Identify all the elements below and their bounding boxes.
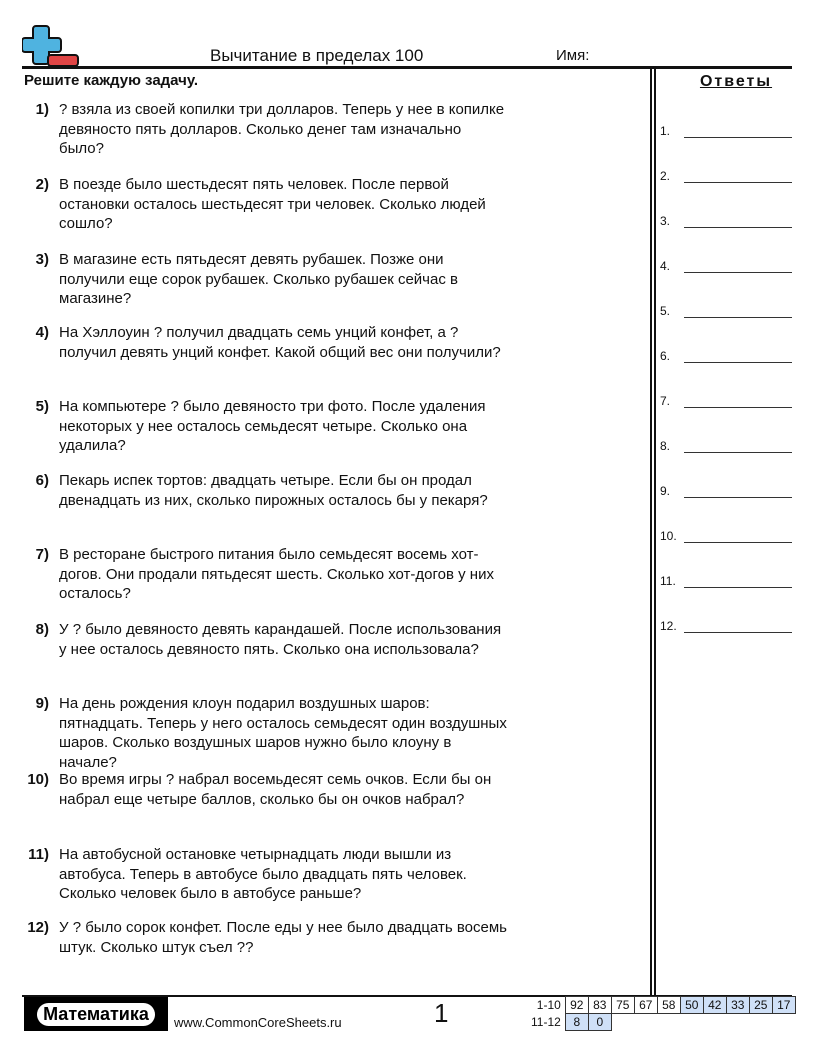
problem-text: В магазине есть пятьдесят девять рубашек. Позже они получили еще сорок рубашек. Сколько рубашек сейчас в магазине?: [59, 251, 458, 307]
problem-number: 2): [35, 176, 49, 193]
answer-field-9[interactable]: [660, 484, 794, 504]
answer-field-2[interactable]: [660, 169, 794, 189]
problem-text: ? взяла из своей копилки три долларов. Теперь у нее в копилке девяносто пять долларов. Сколько денег там изначально было?: [59, 101, 505, 157]
score-cell: 8: [565, 1014, 588, 1031]
page-number: 1: [434, 998, 449, 1028]
problem-number: 3): [35, 251, 49, 268]
answer-field-3[interactable]: [660, 214, 794, 234]
answer-line: [684, 182, 792, 183]
answer-field-8[interactable]: [660, 439, 794, 459]
answer-number: 5.: [660, 304, 671, 318]
answers-heading: Ответы: [699, 73, 773, 90]
answer-line: [684, 497, 792, 498]
brand-logo: [24, 997, 168, 1031]
score-cell: 17: [772, 997, 795, 1014]
answer-number: 6.: [660, 349, 671, 363]
plus-minus-logo-icon: [22, 24, 80, 68]
problem-number: 1): [35, 101, 49, 118]
answer-line: [684, 452, 792, 453]
answer-line: [684, 407, 792, 408]
answer-line: [684, 587, 792, 588]
page-title: Вычитание в пределах 100: [210, 46, 424, 65]
answer-number: 8.: [660, 439, 671, 453]
answer-line: [684, 137, 792, 138]
problem-number: 4): [35, 324, 49, 341]
problem-number: 10): [27, 771, 49, 788]
answer-line: [684, 542, 792, 543]
answer-number: 3.: [660, 214, 671, 228]
problem-number: 11): [28, 846, 49, 863]
score-cell: 58: [657, 997, 680, 1014]
answer-number: 12.: [660, 619, 677, 633]
column-divider: [654, 66, 656, 996]
score-cell: 50: [680, 997, 703, 1014]
answer-number: 10.: [660, 529, 677, 543]
score-cell: 75: [611, 997, 634, 1014]
answer-line: [684, 272, 792, 273]
score-cell: 67: [634, 997, 657, 1014]
problem-text: У ? было сорок конфет. После еды у нее было двадцать восемь штук. Сколько штук съел ??: [59, 919, 507, 956]
score-cell: 25: [749, 997, 772, 1014]
score-cell: 33: [726, 997, 749, 1014]
problem-text: В ресторане быстрого питания было семьдесят восемь хот-догов. Они продали пятьдесят шесть. Сколько хот-догов у них осталось?: [59, 546, 494, 602]
name-label: Имя:: [556, 47, 590, 64]
problem-text: У ? было девяносто девять карандашей. После использования у нее осталось девяносто пять. Сколько она использовала?: [59, 621, 502, 658]
score-row: [528, 997, 795, 1014]
header-divider: [22, 66, 792, 69]
problem-text: На автобусной остановке четырнадцать люди вышли из автобуса. Теперь в автобусе было двадцать пять человек. Сколько человек было в автобусе раньше?: [59, 846, 467, 902]
problem-number: 6): [35, 472, 49, 489]
problem-text: На день рождения клоун подарил воздушных шаров: пятнадцать. Теперь у него осталось семьдесят один воздушных шаров. Сколько воздушных шаров нужно было клоуну в начале?: [59, 695, 507, 771]
score-row-label: 11-12: [531, 1015, 561, 1029]
score-cell: 92: [565, 997, 588, 1014]
answer-field-6[interactable]: [660, 349, 794, 369]
problem-number: 9): [35, 695, 49, 712]
problem-number: 8): [35, 621, 49, 638]
problem-text: В поезде было шестьдесят пять человек. После первой остановки осталось шестьдесят три человек. Сколько людей сошло?: [59, 176, 486, 232]
problem-number: 12): [27, 919, 49, 936]
score-cell: 83: [588, 997, 611, 1014]
answer-field-4[interactable]: [660, 259, 794, 279]
answer-line: [684, 632, 792, 633]
answer-number: 9.: [660, 484, 671, 498]
answer-line: [684, 362, 792, 363]
answer-field-5[interactable]: [660, 304, 794, 324]
answer-number: 4.: [660, 259, 671, 273]
score-cell: 0: [588, 1014, 611, 1031]
answer-line: [684, 227, 792, 228]
problem-text: На компьютере ? было девяносто три фото. После удаления некоторых у нее осталось семьдесят четыре. Сколько она удалила?: [59, 398, 486, 454]
column-divider: [650, 66, 652, 996]
answer-line: [684, 317, 792, 318]
instructions: Решите каждую задачу.: [24, 72, 199, 89]
problem-number: 7): [35, 546, 49, 563]
problem-text: На Хэллоуин ? получил двадцать семь унций конфет, а ? получил девять унций конфет. Какой общий вес они получили?: [59, 324, 501, 361]
answer-number: 1.: [660, 124, 671, 138]
answer-field-11[interactable]: [660, 574, 794, 594]
answer-number: 2.: [660, 169, 671, 183]
answer-field-12[interactable]: [660, 619, 794, 639]
answer-field-10[interactable]: [660, 529, 794, 549]
problem-text: Пекарь испек тортов: двадцать четыре. Если бы он продал двенадцать из них, сколько пирожных осталось бы у пекаря?: [59, 472, 488, 509]
problem-number: 5): [35, 398, 49, 415]
brand-label: Математика: [37, 1003, 155, 1026]
problem-text: Во время игры ? набрал восемьдесят семь очков. Если бы он набрал еще четыре баллов, сколько бы он очков набрал?: [59, 771, 492, 808]
answer-field-1[interactable]: [660, 124, 794, 144]
score-table: [528, 996, 796, 1031]
score-cell: 42: [703, 997, 726, 1014]
answer-number: 11.: [660, 574, 676, 588]
answer-field-7[interactable]: [660, 394, 794, 414]
answer-number: 7.: [660, 394, 671, 408]
score-row-label: 1-10: [536, 998, 561, 1012]
site-url: www.CommonCoreSheets.ru: [174, 1015, 342, 1030]
score-row: [528, 1014, 795, 1031]
